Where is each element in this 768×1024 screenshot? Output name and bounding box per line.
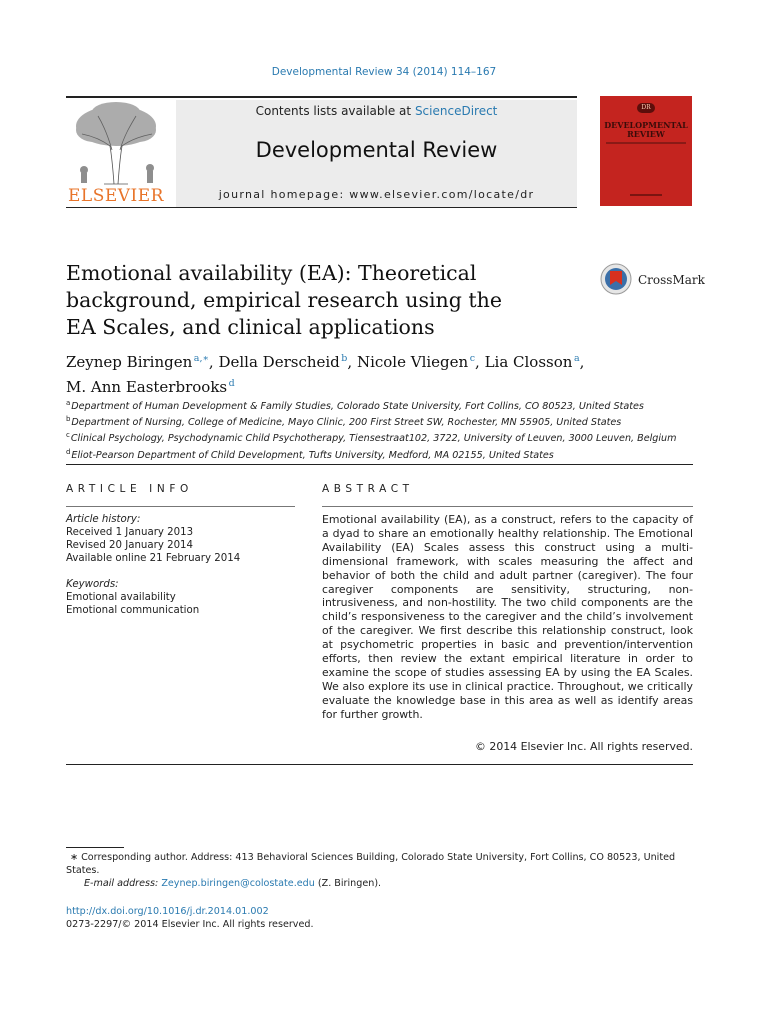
email-label: E-mail address: xyxy=(84,878,159,889)
crossmark-label: CrossMark xyxy=(638,273,705,287)
affiliation-marker: b xyxy=(66,415,71,424)
revised-date: Revised 20 January 2014 xyxy=(66,540,194,551)
history-label: Article history: xyxy=(66,514,141,525)
keywords-label: Keywords: xyxy=(66,579,119,590)
article-info-heading: ARTICLE INFO xyxy=(66,483,193,495)
elsevier-tree-icon xyxy=(64,100,168,186)
author-separator: , xyxy=(475,353,485,371)
abstract-text: Emotional availability (EA), as a construct, refers to the capacity of a dyad to share an emotionally healthy relationship. The Emotional Availability (EA) Scales assess this construct using a multi-dimensional framework, with scales measuring the affect and behavior of both the child and adult partner (caregiver). The four caregiver components are sensitivity, structuring, non-intrusiveness, and non-hostility. The two child components are the child’s responsiveness to the caregiver and the child’s involvement of the caregiver. We first describe this relationship construct, look at psychometric properties in basic and prevention/intervention efforts, then review the extant empirical literature in order to examine the scope of studies assessing EA by using the EA Scales. We also explore its use in clinical practice. Throughout, we critically evaluate the knowledge base in this area as well as identify areas for further growth. xyxy=(322,513,693,721)
affiliation-item xyxy=(66,446,706,462)
affiliation-text: Department of Human Development & Family Studies, Colorado State University, Fort Collins, CO 80523, United States xyxy=(71,401,644,413)
sciencedirect-link[interactable]: ScienceDirect xyxy=(414,104,498,118)
author-affil-marker[interactable]: c xyxy=(469,353,476,364)
email-suffix: (Z. Biringen). xyxy=(317,878,382,889)
affiliation-item xyxy=(66,413,706,429)
author-name[interactable]: Zeynep Biringen xyxy=(66,353,193,371)
affiliation-item xyxy=(66,397,706,413)
affiliation-text: Department of Nursing, College of Medicine, Mayo Clinic, 200 First Street SW, Rochester, MN 55905, United States xyxy=(71,417,622,429)
keyword-item: Emotional availability xyxy=(66,592,176,603)
author-name[interactable]: Lia Closson xyxy=(484,353,573,371)
article-history xyxy=(66,513,296,565)
journal-cover[interactable] xyxy=(600,96,692,206)
journal-homepage[interactable]: journal homepage: www.elsevier.com/locate/dr xyxy=(218,188,535,201)
affiliation-item xyxy=(66,429,706,445)
affiliation-text: Eliot-Pearson Department of Child Development, Tufts University, Medford, MA 02155, United States xyxy=(71,449,554,461)
author-separator: , xyxy=(208,353,219,371)
author-name[interactable]: Della Derscheid xyxy=(218,353,340,371)
author-affil-marker[interactable]: a xyxy=(573,353,580,364)
affiliation-list xyxy=(66,397,706,462)
keywords-block xyxy=(66,578,296,617)
author-affil-marker[interactable]: d xyxy=(228,378,235,389)
received-date: Received 1 January 2013 xyxy=(66,527,194,538)
footnote-rule xyxy=(66,847,124,848)
author-affil-marker[interactable]: b xyxy=(341,353,348,364)
affiliation-marker: d xyxy=(66,447,71,456)
author-list xyxy=(66,348,626,398)
email-note xyxy=(66,878,696,889)
footnote-marker: ∗ xyxy=(70,852,79,863)
elsevier-wordmark: ELSEVIER xyxy=(68,186,164,206)
crossmark-icon xyxy=(600,263,632,295)
section-divider xyxy=(66,764,693,765)
cover-subtitle-bar xyxy=(606,142,686,144)
abstract-rule xyxy=(322,506,693,507)
author-name[interactable]: Nicole Vliegen xyxy=(356,353,469,371)
masthead-bottom-rule xyxy=(66,207,577,208)
online-date: Available online 21 February 2014 xyxy=(66,553,241,564)
author-separator: , xyxy=(579,353,585,371)
article-title: Emotional availability (EA): Theoretical background, empirical research using the EA Scales, and clinical applications xyxy=(66,261,502,339)
crossmark-badge[interactable] xyxy=(600,263,705,297)
masthead-top-rule xyxy=(66,96,577,98)
affiliation-text: Clinical Psychology, Psychodynamic Child Psychotherapy, Tiensestraat102, 3722, University of Leuven, 3000 Leuven, Belgium xyxy=(70,433,677,445)
contents-prefix: Contents lists available at xyxy=(255,104,415,118)
author-separator: , xyxy=(347,353,357,371)
section-divider xyxy=(66,464,693,465)
affiliation-marker: c xyxy=(66,431,70,440)
elsevier-logo[interactable] xyxy=(64,100,168,208)
cover-title: DEVELOPMENTAL REVIEW xyxy=(604,120,688,139)
doi-link[interactable]: http://dx.doi.org/10.1016/j.dr.2014.01.002 xyxy=(66,906,269,917)
cover-badge: DR xyxy=(637,103,655,113)
email-link[interactable]: Zeynep.biringen@colostate.edu xyxy=(161,878,315,889)
journal-title: Developmental Review xyxy=(255,138,498,162)
issn-copyright: 0273-2297/© 2014 Elsevier Inc. All rights reserved. xyxy=(66,919,314,930)
cover-publisher-bar xyxy=(630,194,662,196)
author-affil-marker[interactable]: a,∗ xyxy=(193,353,209,364)
abstract-heading: ABSTRACT xyxy=(322,483,414,495)
corresponding-text: Corresponding author. Address: 413 Behavioral Sciences Building, Colorado State University, Fort Collins, CO 80523, United States. xyxy=(66,852,676,876)
corresponding-author-note xyxy=(66,851,696,877)
article-info-rule xyxy=(66,506,295,507)
affiliation-marker: a xyxy=(66,399,71,407)
author-name[interactable]: M. Ann Easterbrooks xyxy=(66,378,228,396)
contents-availability xyxy=(176,104,577,118)
journal-citation[interactable]: Developmental Review 34 (2014) 114–167 xyxy=(271,66,497,78)
keyword-item: Emotional communication xyxy=(66,605,200,616)
abstract-copyright: © 2014 Elsevier Inc. All rights reserved. xyxy=(475,740,693,753)
